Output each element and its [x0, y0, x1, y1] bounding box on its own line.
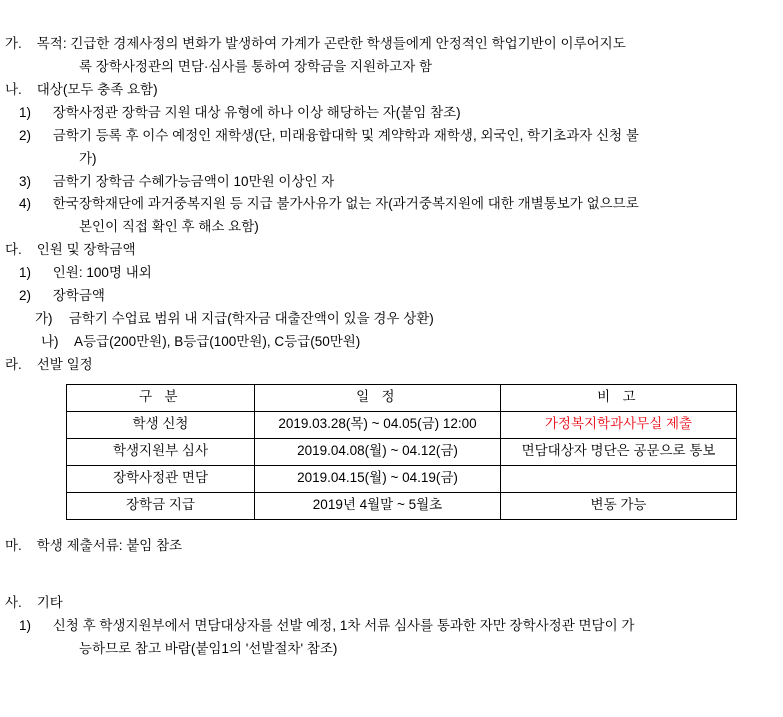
amount-subitem-1: 가) 금학기 수업료 범위 내 지급(학자금 대출잔액이 있을 경우 상환)	[35, 311, 434, 327]
section-etc: 사. 기타	[5, 594, 63, 610]
target-item-2: 2) 금학기 등록 후 이수 예정인 재학생(단, 미래융합대학 및 계약학과 재학생, 외국인, 학기초과자 신청 불	[19, 127, 639, 143]
quota-item-2: 2) 장학금액	[19, 288, 105, 304]
cell-note: 가정복지학과사무실 제출	[501, 411, 737, 438]
item-text: 장학사정관 장학금 지원 대상 유형에 하나 이상 해당하는 자(붙임 참조)	[52, 104, 461, 120]
section-title: 기타	[36, 594, 63, 610]
target-item-2-cont	[33, 149, 749, 170]
table-row	[67, 411, 737, 438]
cell-division: 학생지원부 심사	[67, 438, 255, 465]
table-row	[67, 465, 737, 492]
cell-division: 장학사정관 면담	[67, 465, 255, 492]
etc-item-1-cont	[33, 639, 749, 660]
cell-note: 변동 가능	[501, 492, 737, 519]
item-text: 금학기 장학금 수혜가능금액이 10만원 이상인 자	[52, 173, 335, 189]
section-title: 선발 일정	[36, 356, 93, 372]
subitem-text: 금학기 수업료 범위 내 지급(학자금 대출잔액이 있을 경우 상환)	[68, 311, 434, 327]
section-purpose: 가. 목적: 긴급한 경제사정의 변화가 발생하여 가계가 곤란한 학생들에게 안정적인 학업기반이 이루어지도	[5, 36, 626, 51]
item-text: 신청 후 학생지원부에서 면담대상자를 선발 예정, 1차 서류 심사를 통과한 자만 장학사정관 면담이 가	[52, 617, 635, 633]
spacer	[33, 559, 749, 593]
item-text-line-2: 가)	[79, 150, 97, 166]
section-quota-amount: 다. 인원 및 장학금액	[5, 242, 136, 258]
schedule-table-wrapper	[33, 384, 749, 520]
section-purpose-cont	[33, 57, 749, 78]
cell-schedule: 2019.03.28(목) ~ 04.05(금) 12:00	[255, 411, 501, 438]
etc-item-1: 1) 신청 후 학생지원부에서 면담대상자를 선발 예정, 1차 서류 심사를 통과한 자만 장학사정관 면담이 가	[19, 617, 635, 633]
item-text: 장학금액	[52, 288, 105, 304]
section-documents: 마. 학생 제출서류: 붙임 참조	[5, 537, 183, 553]
target-item-4: 4) 한국장학재단에 과거중복지원 등 지급 불가사유가 없는 자(과거중복지원에 대한 개별통보가 없으므로	[19, 196, 639, 212]
table-row	[67, 492, 737, 519]
item-text: 인원: 100명 내외	[52, 265, 152, 281]
column-header-note: 비 고	[501, 384, 737, 411]
amount-subitem-2: 나) A등급(200만원), B등급(100만원), C등급(50만원)	[41, 333, 361, 349]
section-title: 대상(모두 충족 요함)	[36, 81, 158, 97]
item-text-line-2: 능하므로 참고 바람(붙임1의 '선발절차' 참조)	[79, 640, 338, 656]
cell-note	[501, 465, 737, 492]
target-item-1: 1) 장학사정관 장학금 지원 대상 유형에 하나 이상 해당하는 자(붙임 참조)	[19, 104, 461, 120]
section-text-line-1: 목적: 긴급한 경제사정의 변화가 발생하여 가계가 곤란한 학생들에게 안정적인 학업기반이 이루어지도	[36, 36, 626, 51]
item-text-line-2: 본인이 직접 확인 후 해소 요함)	[79, 219, 259, 235]
column-header-division: 구 분	[67, 384, 255, 411]
item-text: 한국장학재단에 과거중복지원 등 지급 불가사유가 없는 자(과거중복지원에 대한 개별통보가 없으므로	[52, 196, 639, 212]
schedule-table	[66, 384, 737, 520]
table-header-row	[67, 384, 737, 411]
target-item-4-cont	[33, 217, 749, 238]
quota-item-1: 1) 인원: 100명 내외	[19, 265, 152, 281]
subitem-text: A등급(200만원), B등급(100만원), C등급(50만원)	[74, 333, 361, 349]
table-row	[67, 438, 737, 465]
cell-division: 장학금 지급	[67, 492, 255, 519]
section-title: 인원 및 장학금액	[36, 242, 136, 258]
target-item-3: 3) 금학기 장학금 수혜가능금액이 10만원 이상인 자	[19, 173, 335, 189]
cell-schedule: 2019년 4월말 ~ 5월초	[255, 492, 501, 519]
cell-schedule: 2019.04.15(월) ~ 04.19(금)	[255, 465, 501, 492]
cell-division: 학생 신청	[67, 411, 255, 438]
cell-schedule: 2019.04.08(월) ~ 04.12(금)	[255, 438, 501, 465]
document-body	[5, 34, 749, 662]
spacer	[33, 520, 749, 536]
section-title: 학생 제출서류: 붙임 참조	[36, 537, 183, 553]
item-text: 금학기 등록 후 이수 예정인 재학생(단, 미래융합대학 및 계약학과 재학생, 외국인, 학기초과자 신청 불	[52, 127, 639, 143]
section-text-line-2: 록 장학사정관의 면담·심사를 통하여 장학금을 지원하고자 함	[79, 58, 433, 74]
column-header-schedule: 일 정	[255, 384, 501, 411]
section-target: 나. 대상(모두 충족 요함)	[5, 81, 158, 97]
section-schedule: 라. 선발 일정	[5, 356, 93, 372]
cell-note: 면담대상자 명단은 공문으로 통보	[501, 438, 737, 465]
